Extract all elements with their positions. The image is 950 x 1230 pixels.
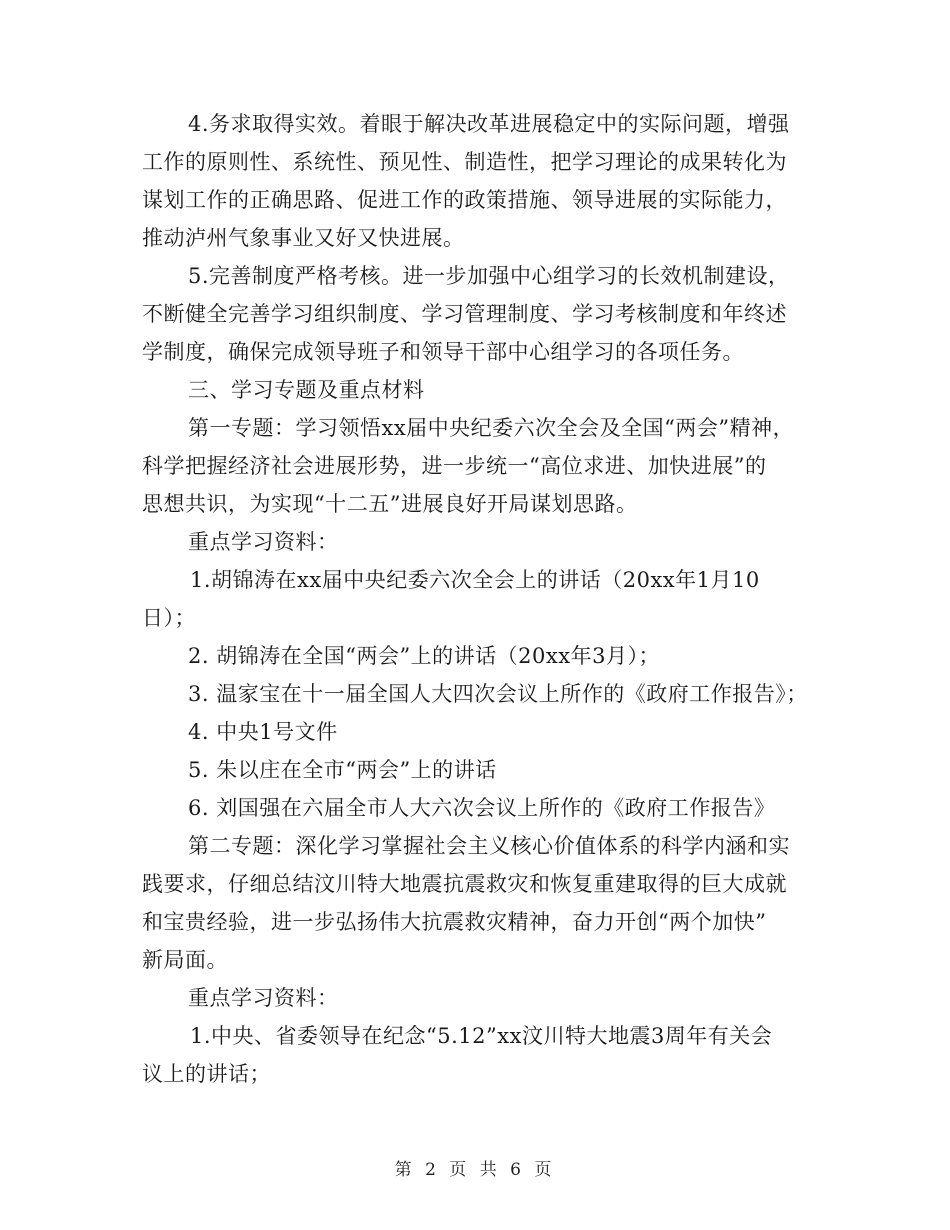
paragraph-line: 学制度，确保完成领导班子和领导干部中心组学习的各项任务。 <box>142 340 744 364</box>
paragraph-line: 第一专题：学习领悟xx届中央纪委六次全会及全国“两会”精神， <box>188 416 795 440</box>
paragraph-line: 践要求，仔细总结汶川特大地震抗震救灾和恢复重建取得的巨大成就 <box>142 872 787 896</box>
list-item: 3. 温家宝在十一届全国人大四次会议上所作的《政府工作报告》； <box>188 682 808 706</box>
list-item: 6. 刘国强在六届全市人大六次会议上所作的《政府工作报告》 <box>188 796 776 820</box>
list-item: 5. 朱以庄在全市“两会”上的讲话 <box>188 758 497 782</box>
paragraph-line: 不断健全完善学习组织制度、学习管理制度、学习考核制度和年终述 <box>142 302 787 326</box>
paragraph-line: 和宝贵经验，进一步弘扬伟大抗震救灾精神，奋力开创“两个加快” <box>142 910 767 934</box>
paragraph-line: 5.完善制度严格考核。进一步加强中心组学习的长效机制建设， <box>188 264 790 288</box>
list-item: 4. 中央1号文件 <box>188 720 338 744</box>
paragraph-line: 工作的原则性、系统性、预见性、制造性，把学习理论的成果转化为 <box>142 150 787 174</box>
section-heading: 三、学习专题及重点材料 <box>188 378 425 402</box>
paragraph-line: 4.务求取得实效。着眼于解决改革进展稳定中的实际问题，增强 <box>188 112 790 136</box>
list-item: 日）； <box>142 606 196 630</box>
paragraph-line: 推动泸州气象事业又好又快进展。 <box>142 226 465 250</box>
paragraph-line: 科学把握经济社会进展形势，进一步统一“高位求进、加快进展”的 <box>142 454 767 478</box>
list-item: 议上的讲话； <box>142 1062 271 1086</box>
subheading: 重点学习资料： <box>188 530 339 554</box>
paragraph-line: 新局面。 <box>142 948 228 972</box>
list-item: 1.中央、省委领导在纪念“5.12”xx汶川特大地震3周年有关会 <box>190 1024 773 1048</box>
list-item: 2. 胡锦涛在全国“两会”上的讲话（20xx年3月）； <box>188 644 660 668</box>
paragraph-line: 思想共识，为实现“十二五”进展良好开局谋划思路。 <box>142 492 638 516</box>
paragraph-line: 第二专题：深化学习掌握社会主义核心价值体系的科学内涵和实 <box>188 834 790 858</box>
page-number-footer: 第 2 页 共 6 页 <box>394 1160 556 1180</box>
subheading: 重点学习资料： <box>188 986 339 1010</box>
list-item: 1.胡锦涛在xx届中央纪委六次全会上的讲话（20xx年1月10 <box>190 568 760 592</box>
paragraph-line: 谋划工作的正确思路、促进工作的政策措施、领导进展的实际能力， <box>142 188 787 212</box>
